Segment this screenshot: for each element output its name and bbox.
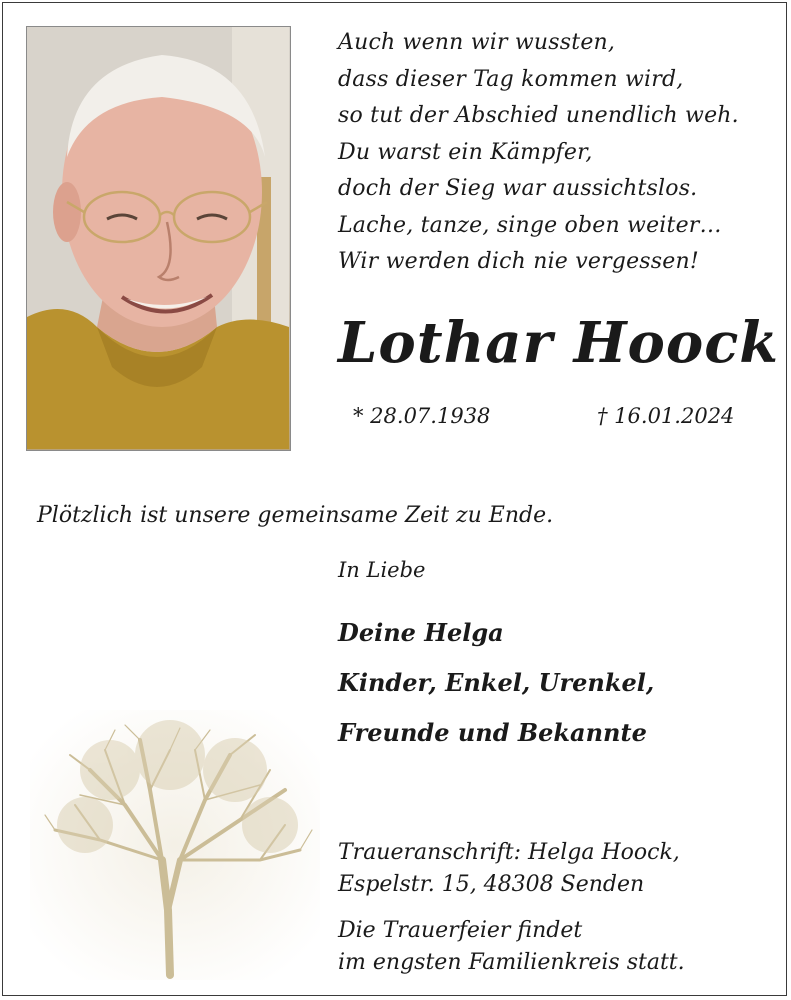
service-line: im engsten Familienkreis statt. [338,950,685,975]
tree-illustration [30,710,320,980]
mourner-line: Freunde und Bekannte [338,718,647,747]
mourner-line: Kinder, Enkel, Urenkel, [338,668,655,697]
mourner-line: Deine Helga [338,618,504,647]
poem-line: dass dieser Tag kommen wird, [338,66,684,92]
service-line: Die Trauerfeier findet [338,918,583,943]
poem-line: Du warst ein Kämpfer, [338,139,593,165]
birth-date: * 28.07.1938 [353,404,491,428]
intro-text: Plötzlich ist unsere gemeinsame Zeit zu Ende. [37,503,554,528]
deceased-name: Lothar Hoock [338,310,780,376]
poem-line: doch der Sieg war aussichtslos. [338,176,698,201]
memorial-poem [338,25,768,281]
poem-line: Wir werden dich nie vergessen! [338,249,699,274]
death-date: † 16.01.2024 [597,404,735,428]
closing-text: In Liebe [338,558,426,582]
poem-line: so tut der Abschied unendlich weh. [338,103,739,128]
address-line: Espelstr. 15, 48308 Senden [338,872,645,897]
address-line: Traueranschrift: Helga Hoock, [338,840,680,865]
poem-line: Auch wenn wir wussten, [338,30,616,55]
portrait-photo [26,26,291,451]
poem-line: Lache, tanze, singe oben weiter… [338,212,722,238]
portrait-illustration [27,27,289,449]
